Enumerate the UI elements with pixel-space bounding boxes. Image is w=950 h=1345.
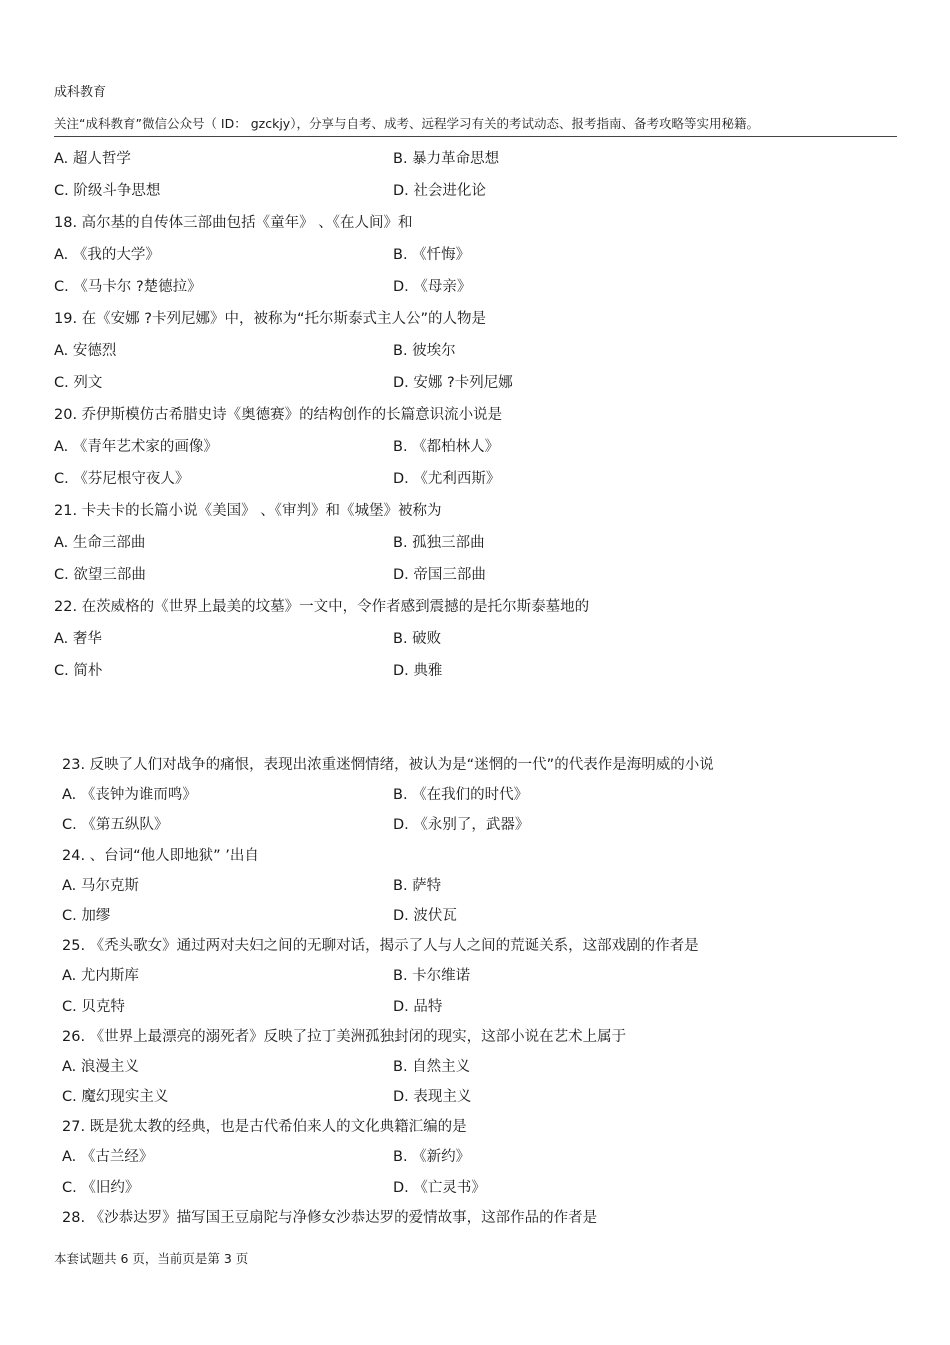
options-row bbox=[54, 463, 897, 495]
option-a: A. 《青年艺术家的画像》 bbox=[54, 439, 218, 455]
option-a: A. 尤内斯库 bbox=[62, 968, 139, 985]
option-b: B. 暴力革命思想 bbox=[393, 151, 500, 167]
question-text: 19. 在《安娜 ?卡列尼娜》中，被称为“托尔斯泰式主人公”的人物是 bbox=[54, 311, 486, 327]
option-d: D. 社会进化论 bbox=[393, 183, 486, 199]
options-row bbox=[54, 527, 897, 559]
option-a: A. 浪漫主义 bbox=[62, 1058, 139, 1075]
option-d: D. 安娜 ?卡列尼娜 bbox=[393, 375, 513, 391]
question-26 bbox=[62, 1022, 897, 1052]
option-d: D. 《永别了，武器》 bbox=[393, 817, 530, 834]
question-22 bbox=[54, 591, 897, 623]
option-d: D. 《尤利西斯》 bbox=[393, 471, 501, 487]
question-18 bbox=[54, 207, 897, 239]
question-text: 25. 《秃头歌女》通过两对夫妇之间的无聊对话，揭示了人与人之间的荒诞关系，这部戏剧的作者是 bbox=[62, 938, 699, 955]
option-c: C. 欲望三部曲 bbox=[54, 567, 146, 583]
options-row bbox=[54, 367, 897, 399]
options-row bbox=[54, 239, 897, 271]
option-b: B. 《忏悔》 bbox=[393, 247, 471, 263]
option-b: B. 《在我们的时代》 bbox=[393, 787, 529, 804]
question-text: 23. 反映了人们对战争的痛恨，表现出浓重迷惘情绪，被认为是“迷惘的一代”的代表作是海明威的小说 bbox=[62, 757, 714, 773]
option-c: C. 《芬尼根守夜人》 bbox=[54, 471, 190, 487]
option-a: A. 《古兰经》 bbox=[62, 1149, 154, 1166]
question-text: 18. 高尔基的自传体三部曲包括《童年》 、《在人间》和 bbox=[54, 215, 413, 231]
option-d: D. 帝国三部曲 bbox=[393, 567, 486, 583]
option-b: B. 孤独三部曲 bbox=[393, 535, 485, 551]
question-text: 26. 《世界上最漂亮的溺死者》反映了拉丁美洲孤独封闭的现实，这部小说在艺术上属于 bbox=[62, 1028, 627, 1045]
option-d: D. 《亡灵书》 bbox=[393, 1179, 486, 1196]
option-c: C. 魔幻现实主义 bbox=[62, 1089, 169, 1106]
option-c: C. 列文 bbox=[54, 375, 103, 391]
question-27 bbox=[62, 1112, 897, 1142]
question-block-2 bbox=[62, 750, 897, 1233]
options-row bbox=[54, 175, 897, 207]
question-text: 20. 乔伊斯模仿古希腊史诗《奥德赛》的结构创作的长篇意识流小说是 bbox=[54, 407, 503, 423]
option-b: B. 彼埃尔 bbox=[393, 343, 456, 359]
question-text: 24. 、台词“他人即地狱” ’出自 bbox=[62, 847, 259, 864]
options-row bbox=[62, 1052, 897, 1082]
options-row bbox=[54, 335, 897, 367]
question-19 bbox=[54, 303, 897, 335]
option-a: A. 《丧钟为谁而鸣》 bbox=[62, 787, 197, 804]
option-b: B. 卡尔维诺 bbox=[393, 968, 471, 985]
header-note: 关注“成科教育”微信公众号（ ID： gzckjy），分享与自考、成考、远程学习有关的考试动态、报考指南、备考攻略等实用秘籍。 bbox=[54, 116, 759, 131]
header-title: 成科教育 bbox=[54, 85, 107, 100]
options-row bbox=[62, 992, 897, 1022]
option-c: C. 简朴 bbox=[54, 663, 103, 679]
option-a: A. 奢华 bbox=[54, 631, 102, 647]
question-20 bbox=[54, 399, 897, 431]
option-b: B. 萨特 bbox=[393, 877, 442, 894]
options-row bbox=[62, 961, 897, 991]
question-text: 22. 在茨威格的《世界上最美的坟墓》一文中，令作者感到震撼的是托尔斯泰墓地的 bbox=[54, 599, 590, 615]
option-a: A. 超人哲学 bbox=[54, 151, 131, 167]
options-row bbox=[62, 1082, 897, 1112]
option-c: C. 《第五纵队》 bbox=[62, 817, 169, 834]
question-28 bbox=[62, 1203, 897, 1233]
option-c: C. 加缪 bbox=[62, 907, 111, 924]
option-d: D. 典雅 bbox=[393, 663, 443, 679]
options-row bbox=[62, 901, 897, 931]
question-21 bbox=[54, 495, 897, 527]
question-text: 28. 《沙恭达罗》描写国王豆扇陀与净修女沙恭达罗的爱情故事，这部作品的作者是 bbox=[62, 1209, 598, 1226]
options-row bbox=[62, 1142, 897, 1172]
option-a: A. 《我的大学》 bbox=[54, 247, 160, 263]
options-row bbox=[54, 655, 897, 687]
question-25 bbox=[62, 931, 897, 961]
options-row bbox=[62, 810, 897, 840]
option-c: C. 阶级斗争思想 bbox=[54, 183, 161, 199]
option-a: A. 马尔克斯 bbox=[62, 877, 139, 894]
option-d: D. 波伏瓦 bbox=[393, 907, 457, 924]
question-24 bbox=[62, 841, 897, 871]
option-c: C. 《旧约》 bbox=[62, 1179, 140, 1196]
page-footer: 本套试题共 6 页，当前页是第 3 页 bbox=[54, 1251, 249, 1266]
option-d: D. 表现主义 bbox=[393, 1089, 472, 1106]
option-d: D. 《母亲》 bbox=[393, 279, 472, 295]
options-row bbox=[54, 623, 897, 655]
options-row bbox=[54, 271, 897, 303]
option-d: D. 品特 bbox=[393, 998, 443, 1015]
option-a: A. 生命三部曲 bbox=[54, 535, 146, 551]
option-c: C. 贝克特 bbox=[62, 998, 125, 1015]
options-row bbox=[54, 143, 897, 175]
option-c: C. 《马卡尔 ?楚德拉》 bbox=[54, 279, 202, 295]
option-b: B. 破败 bbox=[393, 631, 442, 647]
option-b: B. 自然主义 bbox=[393, 1058, 471, 1075]
options-row bbox=[62, 871, 897, 901]
options-row bbox=[62, 1173, 897, 1203]
question-text: 27. 既是犹太教的经典，也是古代希伯来人的文化典籍汇编的是 bbox=[62, 1119, 467, 1136]
options-row bbox=[54, 431, 897, 463]
option-b: B. 《新约》 bbox=[393, 1149, 471, 1166]
option-a: A. 安德烈 bbox=[54, 343, 117, 359]
question-text: 21. 卡夫卡的长篇小说《美国》 、《审判》和《城堡》被称为 bbox=[54, 503, 442, 519]
header-divider bbox=[54, 136, 897, 137]
option-b: B. 《都柏林人》 bbox=[393, 439, 500, 455]
question-block-1 bbox=[54, 143, 897, 687]
options-row bbox=[54, 559, 897, 591]
options-row bbox=[62, 780, 897, 810]
question-23 bbox=[62, 750, 897, 780]
